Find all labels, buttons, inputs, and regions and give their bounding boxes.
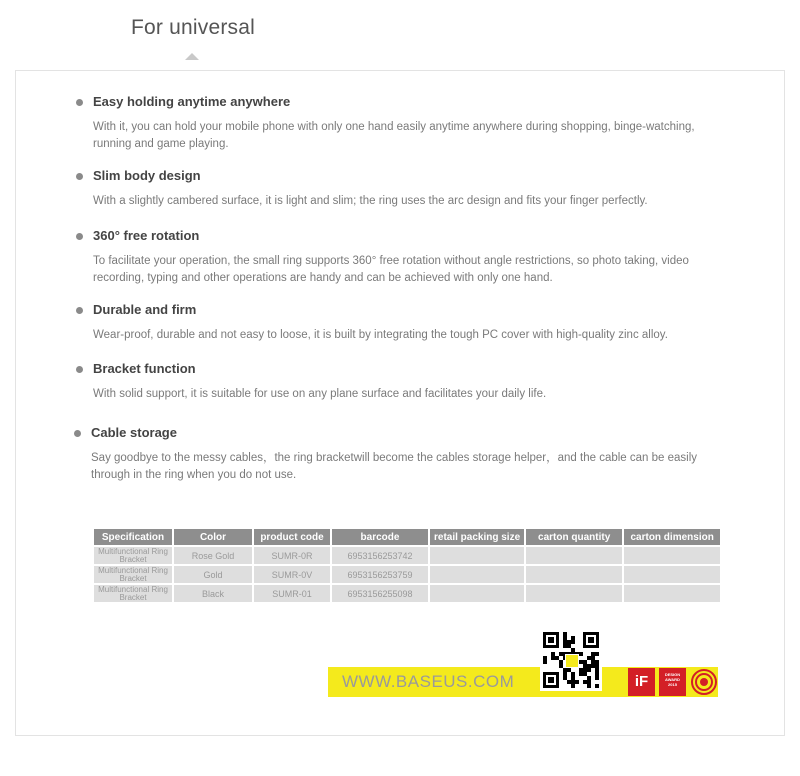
award-line: AWARD (665, 677, 680, 682)
table-cell (624, 585, 720, 602)
feature-panel (15, 70, 785, 736)
column-header: carton quantity (526, 529, 622, 545)
table-cell (624, 566, 720, 583)
feature-description: Wear-proof, durable and not easy to loose, it is built by integrating the tough PC cover with high-quality zinc alloy. (93, 329, 668, 341)
table-cell: Rose Gold (174, 547, 252, 564)
qr-code-icon (540, 629, 602, 691)
column-header: product code (254, 529, 330, 545)
design-award-badge (659, 668, 686, 696)
table-cell: 6953156253742 (332, 547, 428, 564)
feature-description: With solid support, it is suitable for use on any plane surface and facilitates your daily life. (93, 388, 547, 400)
table-cell: Multifunctional Ring Bracket (94, 585, 172, 602)
table-cell (430, 547, 524, 564)
column-header: carton dimension (624, 529, 720, 545)
bullet-icon (76, 307, 83, 314)
feature-title: Bracket function (93, 361, 196, 376)
caret-up-icon (185, 53, 199, 60)
table-row (94, 547, 720, 564)
feature-description: With it, you can hold your mobile phone with only one hand easily anytime anywhere during shopping, binge-watching, running and game playing. (93, 121, 695, 150)
table-cell (430, 585, 524, 602)
feature-description: Say goodbye to the messy cables，the ring bracketwill become the cables storage helper，and the cable can be easily through in the ring when you do not use. (91, 452, 698, 481)
website-link[interactable]: WWW.BASEUS.COM (342, 672, 515, 691)
feature-description: To facilitate your operation, the small ring supports 360° free rotation without angle restrictions, so photo taking, video recording, typing and other operations are handy and can be achieved with only one hand. (93, 255, 689, 284)
table-cell: Black (174, 585, 252, 602)
brand-bar (328, 667, 718, 697)
table-cell: SUMR-01 (254, 585, 330, 602)
award-line: DESIGN (664, 672, 681, 677)
table-cell: 6953156253759 (332, 566, 428, 583)
bullet-icon (76, 173, 83, 180)
table-cell (526, 566, 622, 583)
table-header-row (94, 529, 720, 545)
award-line: 2015 (668, 682, 677, 687)
qr-center-logo (565, 654, 579, 668)
feature-title: Durable and firm (93, 302, 197, 317)
table-row (94, 585, 720, 602)
column-header: retail packing size (430, 529, 524, 545)
red-dot-icon (690, 668, 718, 696)
column-header: Specification (94, 529, 172, 545)
table-cell (624, 547, 720, 564)
page-title: For universal (131, 16, 255, 39)
spec-table (92, 527, 722, 604)
if-logo-icon: iF (628, 668, 655, 696)
table-cell: Multifunctional Ring Bracket (94, 547, 172, 564)
bullet-icon (76, 99, 83, 106)
feature-title: Cable storage (91, 425, 177, 440)
table-row (94, 566, 720, 583)
table-cell (526, 547, 622, 564)
feature-title: Slim body design (93, 168, 201, 183)
bullet-icon (74, 430, 81, 437)
table-cell: SUMR-0V (254, 566, 330, 583)
table-cell: Multifunctional Ring Bracket (94, 566, 172, 583)
table-cell (430, 566, 524, 583)
table-cell (526, 585, 622, 602)
table-cell: Gold (174, 566, 252, 583)
feature-title: 360° free rotation (93, 228, 200, 243)
column-header: barcode (332, 529, 428, 545)
table-cell: SUMR-0R (254, 547, 330, 564)
table-cell: 6953156255098 (332, 585, 428, 602)
feature-title: Easy holding anytime anywhere (93, 94, 291, 109)
bullet-icon (76, 366, 83, 373)
column-header: Color (174, 529, 252, 545)
feature-description: With a slightly cambered surface, it is light and slim; the ring uses the arc design and fits your finger perfectly. (93, 195, 648, 207)
bullet-icon (76, 233, 83, 240)
